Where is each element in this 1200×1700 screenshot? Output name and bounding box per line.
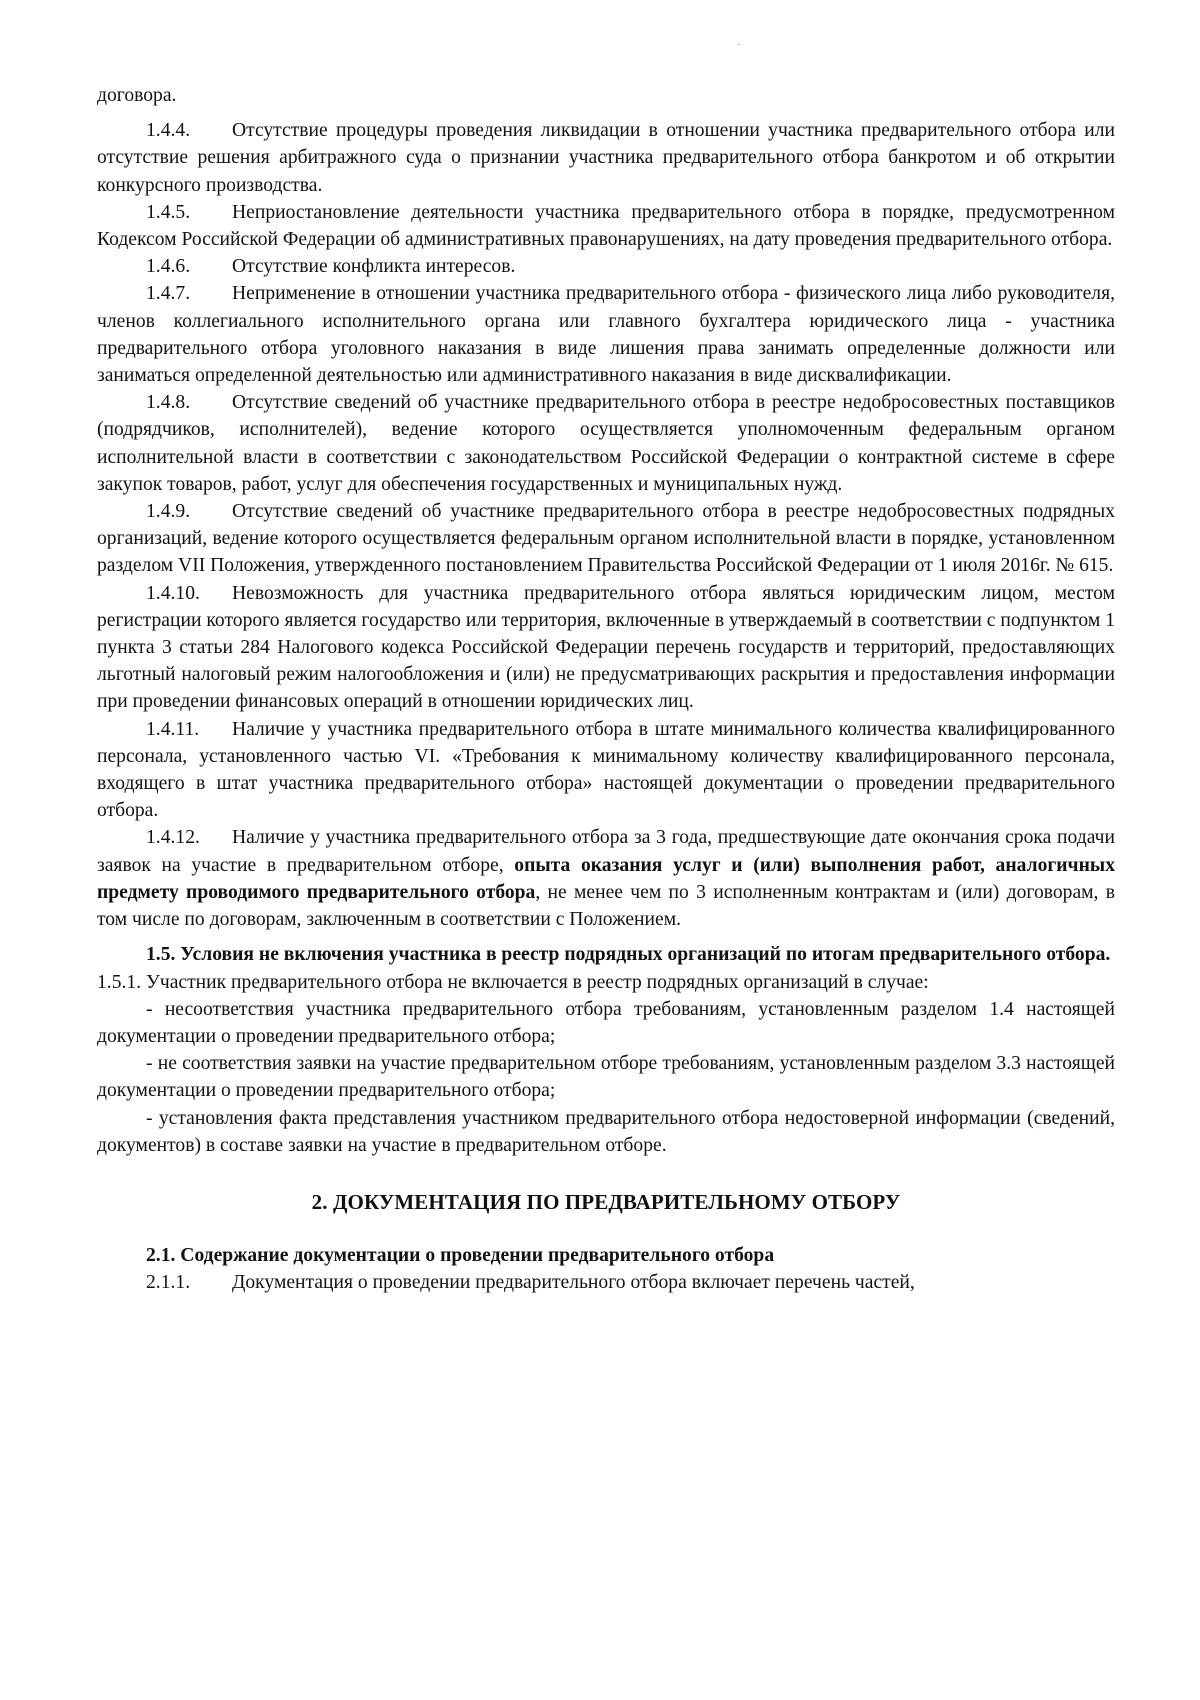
clause-number: 1.4.7. (146, 283, 191, 305)
clause-number: 1.4.12. (146, 827, 200, 849)
clause-text: Отсутствие сведений об участнике предварительного отбора в реестре недобросовестных подрядных организаций, ведение которого осуществляется федеральным органом исполнительной власти в порядке, установленном разделом VII Положения, утвержденного постановлением Правительства Российской Федерации от 1 июля 2016г. № 615. (97, 501, 1115, 577)
clause-number: 1.4.5. (146, 201, 191, 223)
list-item: - установления факта представления участником предварительного отбора недостоверной информации (сведений, документов) в составе заявки на участие в предварительном отборе. (97, 1107, 1115, 1156)
clause-number: 1.4.9. (146, 501, 191, 523)
clause-number: 1.4.10. (146, 582, 200, 604)
clause-1-5-1: 1.5.1. Участник предварительного отбора не включается в реестр подрядных организаций в случае: (97, 971, 929, 993)
section-heading-2-1: 2.1. Содержание документации о проведении предварительного отбора (146, 1245, 775, 1267)
clause-1-4-11 (97, 716, 1115, 825)
clause-text: Наличие у участника предварительного отбора за 3 года, предшествующие дате окончания срока подачи заявок на участие в предварительном отборе, (97, 827, 1115, 876)
list-item: - несоответствия участника предварительного отбора требованиям, установленным разделом 1.4 настоящей документации о проведении предварительного отбора; (97, 998, 1115, 1047)
clause-text: Неприменение в отношении участника предварительного отбора - физического лица либо руководителя, членов коллегиального исполнительного органа или главного бухгалтера юридического лица - участника предварительного отбора уголовного наказания в виде лишения права занимать определенные должности или заниматься определенной деятельностью или административного наказания в виде дисквалификации. (97, 283, 1115, 387)
clause-number: 2.1.1. (146, 1272, 191, 1294)
clause-1-4-8 (97, 389, 1115, 498)
clause-1-4-6 (97, 253, 1115, 280)
clause-text: Наличие у участника предварительного отбора в штате минимального количества квалифицированного персонала, установленного частью VI. «Требования к минимальному количеству квалифицированного персонала, входящего в штат участника предварительного отбора» настоящей документации о проведении предварительного отбора. (97, 718, 1115, 822)
chapter-heading-2: 2. ДОКУМЕНТАЦИЯ ПО ПРЕДВАРИТЕЛЬНОМУ ОТБОРУ (311, 1189, 901, 1214)
clause-number: 1.4.4. (146, 120, 191, 142)
clause-text: Невозможность для участника предварительного отбора являться юридическим лицом, местом регистрации которого является государство или территория, включенные в утверждаемый в соответствии с подпунктом 1 пункта 3 статьи 284 Налогового кодекса Российской Федерации перечень государств и территорий, предоставляющих льготный налоговый режим налогообложения и (или) не предусматривающих раскрытия и предоставления информации при проведении финансовых операций в отношении юридических лиц. (97, 582, 1115, 713)
list-item: - не соответствия заявки на участие предварительном отборе требованиям, установленным разделом 3.3 настоящей документации о проведении предварительного отбора; (97, 1053, 1115, 1102)
clause-text: Отсутствие конфликта интересов. (232, 256, 516, 278)
clause-text: Неприостановление деятельности участника предварительного отбора в порядке, предусмотренном Кодексом Российской Федерации об административных правонарушениях, на дату проведения предварительного отбора. (97, 201, 1115, 251)
clause-2-1-1 (97, 1269, 1115, 1296)
section-heading-1-5: 1.5. Условия не включения участника в реестр подрядных организаций по итогам предварительного отбора. (146, 944, 1111, 966)
clause-number: 1.4.8. (146, 392, 191, 414)
scan-speck (738, 44, 740, 45)
clause-number: 1.4.6. (146, 256, 191, 278)
clause-text-bold: опыта оказания услуг и (или) выполнения работ, аналогичных предмету проводимого предварительного отбора (97, 854, 1115, 903)
clause-1-4-10 (97, 580, 1115, 716)
clause-text: , не менее чем по 3 исполненным контрактам и (или) договорам, в том числе по договорам, заключенным в соответствии с Положением. (97, 881, 1115, 931)
clause-text: Документация о проведении предварительного отбора включает перечень частей, (232, 1272, 915, 1294)
clause-number: 1.4.11. (146, 718, 200, 740)
document-body (97, 82, 1115, 1297)
clause-text: Отсутствие процедуры проведения ликвидации в отношении участника предварительного отбора или отсутствие решения арбитражного суда о признании участника предварительного отбора банкротом и об открытии конкурсного производства. (97, 120, 1115, 196)
paragraph-continuation: договора. (97, 85, 177, 106)
clause-1-4-9 (97, 498, 1115, 580)
clause-1-4-4 (97, 117, 1115, 199)
clause-text: Отсутствие сведений об участнике предварительного отбора в реестре недобросовестных поставщиков (подрядчиков, исполнителей), ведение которого осуществляется уполномоченным федеральным органом исполнительной власти в соответствии с законодательством Российской Федерации о контрактной системе в сфере закупок товаров, работ, услуг для обеспечения государственных и муниципальных нужд. (97, 392, 1115, 495)
clause-1-4-12 (97, 824, 1115, 933)
clause-1-4-5 (97, 199, 1115, 253)
clause-1-4-7 (97, 280, 1115, 389)
